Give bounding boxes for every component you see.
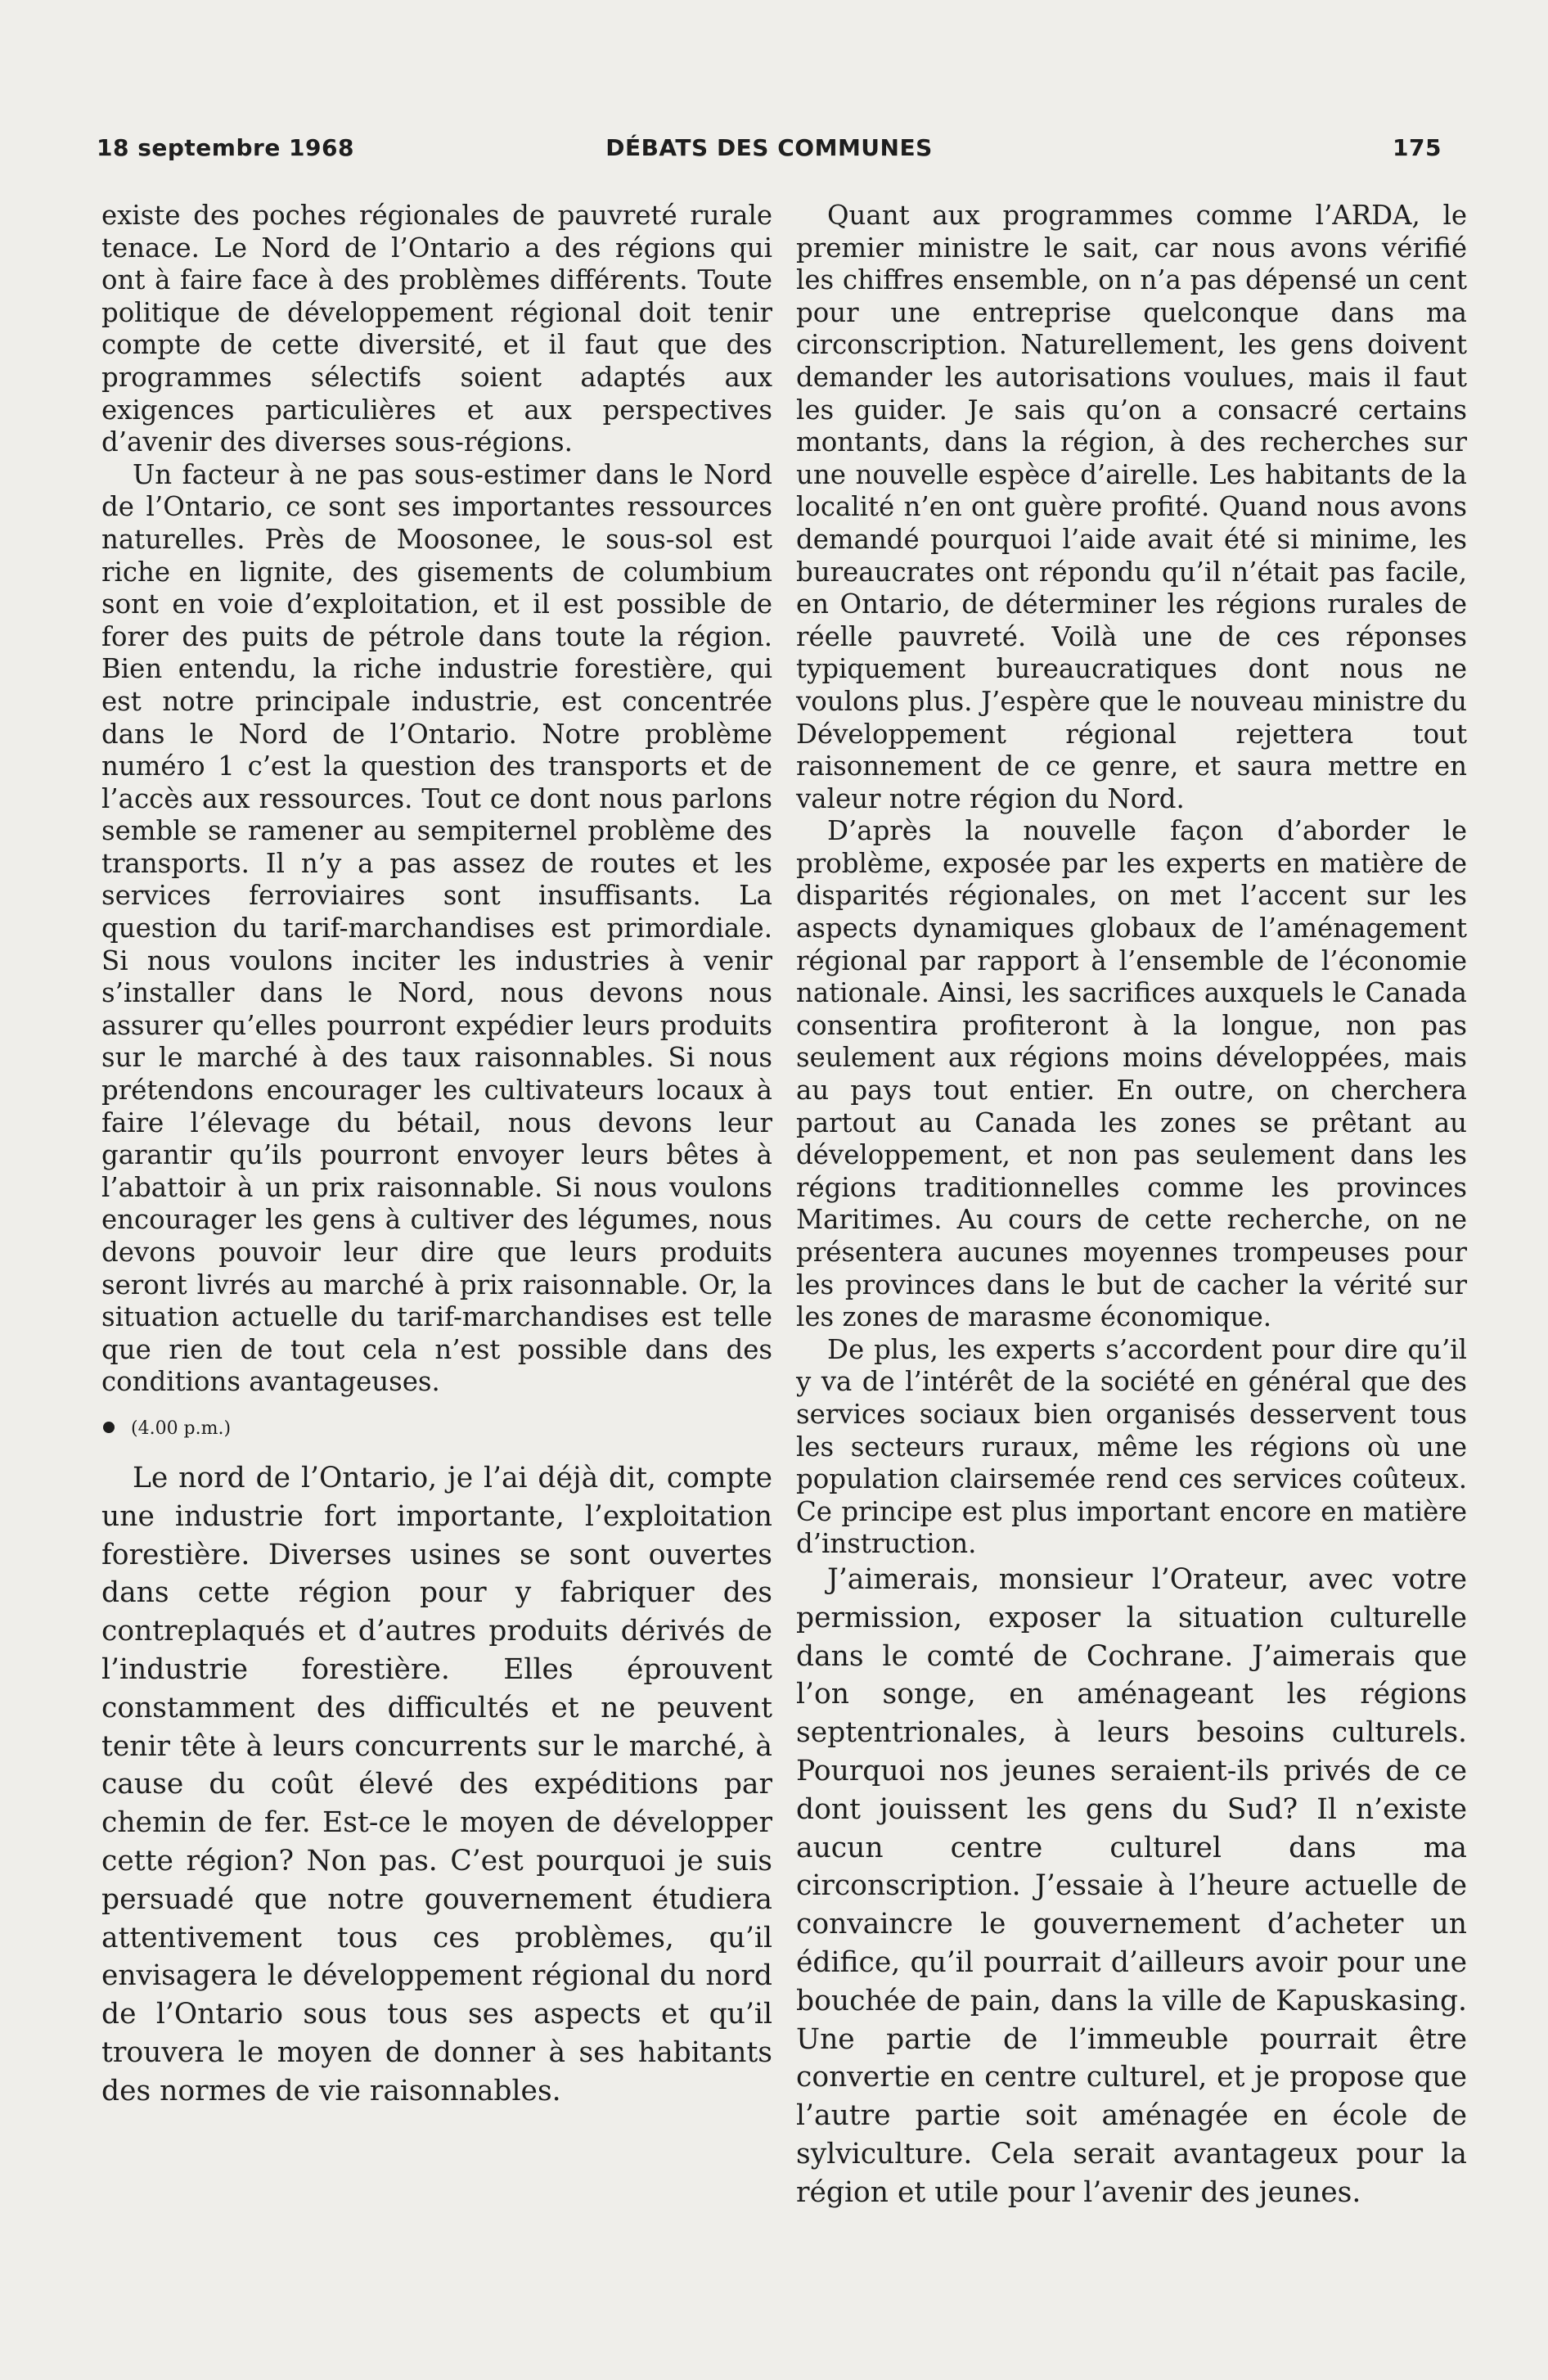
paragraph: Le nord de l’Ontario, je l’ai déjà dit, compte une industrie fort importante, l’exploitation forestière. Diverses usines se sont ouvertes dans cette région pour y fabriquer des contreplaqués et d’autres produits dérivés de l’industrie forestière. Elles éprouvent constamment des difficultés et ne peuvent tenir tête à leurs concurrents sur le marché, à cause du coût élevé des expéditions par chemin de fer. Est-ce le moyen de développer cette région? Non pas. C’est pourquoi je suis persuadé que notre gouvernement étudiera attentivement tous ces problèmes, qu’il envisagera le développement régional du nord de l’Ontario sous tous ses aspects et qu’il trouvera le moyen de donner à ses habitants des normes de vie raisonnables. [101, 1461, 772, 2107]
paragraph: Quant aux programmes comme l’ARDA, le premier ministre le sait, car nous avons vérifié les chiffres ensemble, on n’a pas dépensé un cent pour une entreprise quelconque dans ma circonscription. Naturellement, les gens doivent demander les autorisations voulues, mais il faut les guider. Je sais qu’on a consacré certains montants, dans la région, à des recherches sur une nouvelle espèce d’airelle. Les habitants de la localité n’en ont guère profité. Quand nous avons demandé pourquoi l’aide avait été si minime, les bureaucrates ont répondu qu’il n’était pas facile, en Ontario, de déterminer les régions rurales de réelle pauvreté. Voilà une de ces réponses typiquement bureaucratiques dont nous ne voulons plus. J’espère que le nouveau ministre du Développement régional rejettera tout raisonnement de ce genre, et saura mettre en valeur notre région du Nord. [796, 200, 1467, 814]
paragraph: D’après la nouvelle façon d’aborder le problème, exposée par les experts en matière de disparités régionales, on met l’accent sur les aspects dynamiques globaux de l’aménagement régional par rapport à l’ensemble de l’économie nationale. Ainsi, les sacrifices auxquels le Canada consentira profiteront à la longue, non pas seulement aux régions moins développées, mais au pays tout entier. En outre, on cherchera partout au Canada les zones se prêtant au développement, et non pas seulement dans les régions traditionnelles comme les provinces Maritimes. Au cours de cette recherche, on ne présentera aucunes moyennes trompeuses pour les provinces dans le but de cacher la vérité sur les zones de marasme économique. [796, 815, 1467, 1333]
timestamp [101, 1417, 772, 1441]
paragraph: existe des poches régionales de pauvreté rurale tenace. Le Nord de l’Ontario a des régions qui ont à faire face à des problèmes différents. Toute politique de développement régional doit tenir compte de cette diversité, et il faut que des programmes sélectifs soient adaptés aux exigences particulières et aux perspectives d’avenir des diverses sous-régions. [101, 200, 772, 458]
paragraph: J’aimerais, monsieur l’Orateur, avec votre permission, exposer la situation culturelle dans le comté de Cochrane. J’aimerais que l’on songe, en aménageant les régions septentrionales, à leurs besoins culturels. Pourquoi nos jeunes seraient-ils privés de ce dont jouissent les gens du Sud? Il n’existe aucun centre culturel dans ma circonscription. J’essaie à l’heure actuelle de convaincre le gouvernement d’acheter un édifice, qu’il pourrait d’ailleurs avoir pour une bouchée de pain, dans la ville de Kapuskasing. Une partie de l’immeuble pourrait être convertie en centre culturel, et je propose que l’autre partie soit aménagée en école de sylviculture. Cela serait avantageux pour la région et utile pour l’avenir des jeunes. [796, 1562, 1467, 2209]
header-date: 18 septembre 1968 [97, 134, 354, 161]
right-column [796, 200, 1467, 2211]
bullet-icon [103, 1422, 115, 1433]
page-header [97, 134, 1442, 167]
left-column [101, 200, 772, 2111]
timestamp-text: (4.00 p.m.) [131, 1418, 232, 1439]
paragraph: De plus, les experts s’accordent pour dire qu’il y va de l’intérêt de la société en général que des services sociaux bien organisés desservent tous les secteurs ruraux, même les régions où une population clairsemée rend ces services coûteux. Ce principe est plus important encore en matière d’instruction. [796, 1333, 1467, 1560]
header-title: DÉBATS DES COMMUNES [605, 134, 933, 161]
paragraph: Un facteur à ne pas sous-estimer dans le Nord de l’Ontario, ce sont ses importantes ressources naturelles. Près de Moosonee, le sous-sol est riche en lignite, des gisements de columbium sont en voie d’exploitation, et il est possible de forer des puits de pétrole dans toute la région. Bien entendu, la riche industrie forestière, qui est notre principale industrie, est concentrée dans le Nord de l’Ontario. Notre problème numéro 1 c’est la question des transports et de l’accès aux ressources. Tout ce dont nous parlons semble se ramener au sempiternel problème des transports. Il n’y a pas assez de routes et les services ferroviaires sont insuffisants. La question du tarif-marchandises est primordiale. Si nous voulons inciter les industries à venir s’installer dans le Nord, nous devons nous assurer qu’elles pourront expédier leurs produits sur le marché à des taux raisonnables. Si nous prétendons encourager les cultivateurs locaux à faire l’élevage du bétail, nous devons leur garantir qu’ils pourront envoyer leurs bêtes à l’abattoir à un prix raisonnable. Si nous voulons encourager les gens à cultiver des légumes, nous devons pouvoir leur dire que leurs produits seront livrés au marché à prix raisonnable. Or, la situation actuelle du tarif-marchandises est telle que rien de tout cela n’est possible dans des conditions avantageuses. [101, 458, 772, 1398]
page-number: 175 [1393, 134, 1442, 161]
